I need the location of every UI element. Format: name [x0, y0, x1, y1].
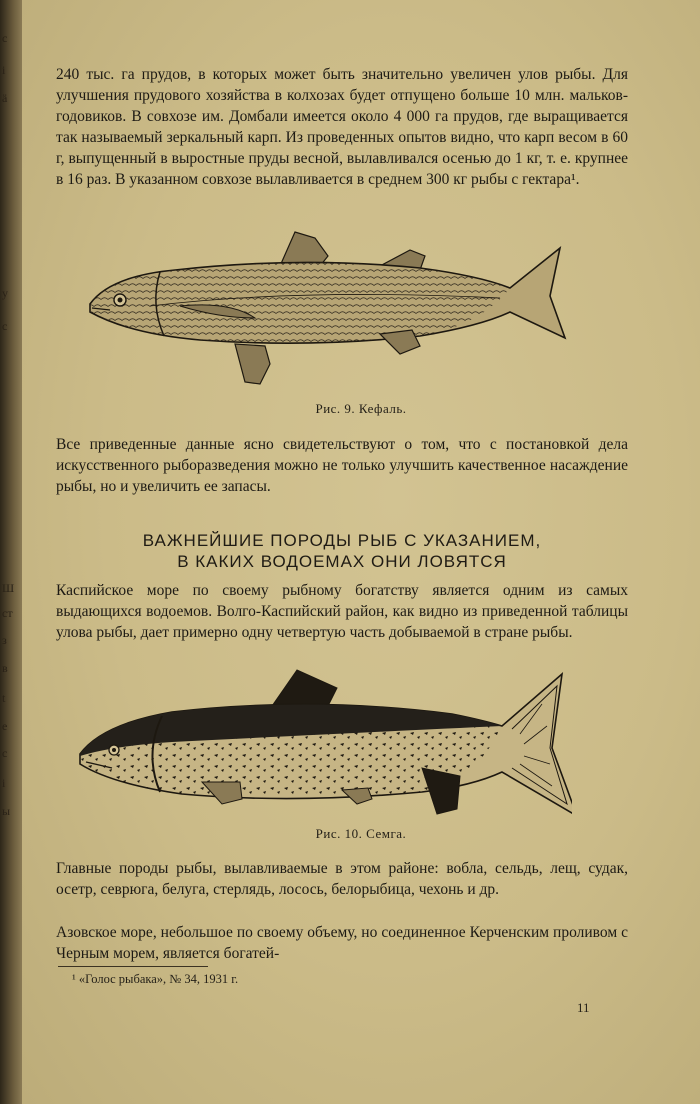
previous-page-edge: [0, 0, 22, 1104]
footnote-separator: [58, 966, 208, 967]
edge-char: у: [2, 286, 8, 300]
edge-char: ä: [2, 91, 8, 105]
edge-char: t: [2, 691, 6, 705]
edge-char: і: [2, 776, 6, 790]
paragraph-azov-sea: Азовское море, небольшое по своему объему, но соединенное Керченским проливом с Черным морем, является богатей-: [56, 924, 628, 962]
edge-char: ст: [2, 606, 13, 620]
paragraph-carp-ponds: 240 тыс. га прудов, в которых может быть значительно увеличен улов рыбы. Для улучшения прудового хозяйства в колхозах будет отпущено больше 10 млн. мальков-годовиков. В совхозе им. Домбали имеется около 4 000 га прудов, где выращивается так называемый зеркальный карп. Из проведенных опытов видно, что карп весом в 60 г, выпущенный в выростные пруды весной, вылавливался осенью до 1 кг, т. е. крупнее в 16 раз. В указанном совхозе вылавливается в среднем 300 кг рыбы с гектара¹.: [56, 66, 628, 188]
edge-char: е: [2, 719, 8, 733]
paragraph-artificial-breeding: Все приведенные данные ясно свидетельствуют о том, что с постановкой дела искусственного рыборазведения можно не только улучшить качественное насаждение рыбы, но и увеличить ее запасы.: [56, 436, 628, 495]
paragraph-main-species: Главные породы рыбы, вылавливаемые в этом районе: вобла, сельдь, лещ, судак, осетр, севрюга, белуга, стерлядь, лосось, белорыбица, чехонь и др.: [56, 860, 628, 898]
figure-9-caption: Рис. 9. Кефаль.: [315, 401, 407, 416]
footnote: ¹ «Голос рыбака», № 34, 1931 г.: [72, 972, 239, 986]
edge-char: с: [2, 746, 8, 760]
edge-char: з: [2, 633, 7, 647]
edge-char: Ш: [2, 581, 15, 595]
paragraph-caspian-sea: Каспийское море по своему рыбному богатству является одним из самых выдающихся водоемов. Волго-Каспийский район, как видно из приведенной таблицы улова рыбы, дает примерно одну четвертую часть добываемой в стране рыбы.: [56, 582, 628, 641]
section-heading-line-1: ВАЖНЕЙШИЕ ПОРОДЫ РЫБ С УКАЗАНИЕМ,: [142, 531, 542, 550]
edge-char: в: [2, 661, 8, 675]
edge-char: с: [2, 31, 8, 45]
edge-char: с: [2, 319, 8, 333]
edge-char: i: [2, 63, 6, 77]
edge-char: ы: [2, 804, 11, 818]
salmon-illustration: [72, 664, 572, 824]
figure-10-caption: Рис. 10. Семга.: [315, 826, 407, 841]
section-heading-line-2: В КАКИХ ВОДОЕМАХ ОНИ ЛОВЯТСЯ: [177, 552, 507, 571]
page-number: 11: [577, 1000, 590, 1015]
mullet-illustration: [80, 226, 570, 394]
book-page: [22, 0, 700, 1104]
